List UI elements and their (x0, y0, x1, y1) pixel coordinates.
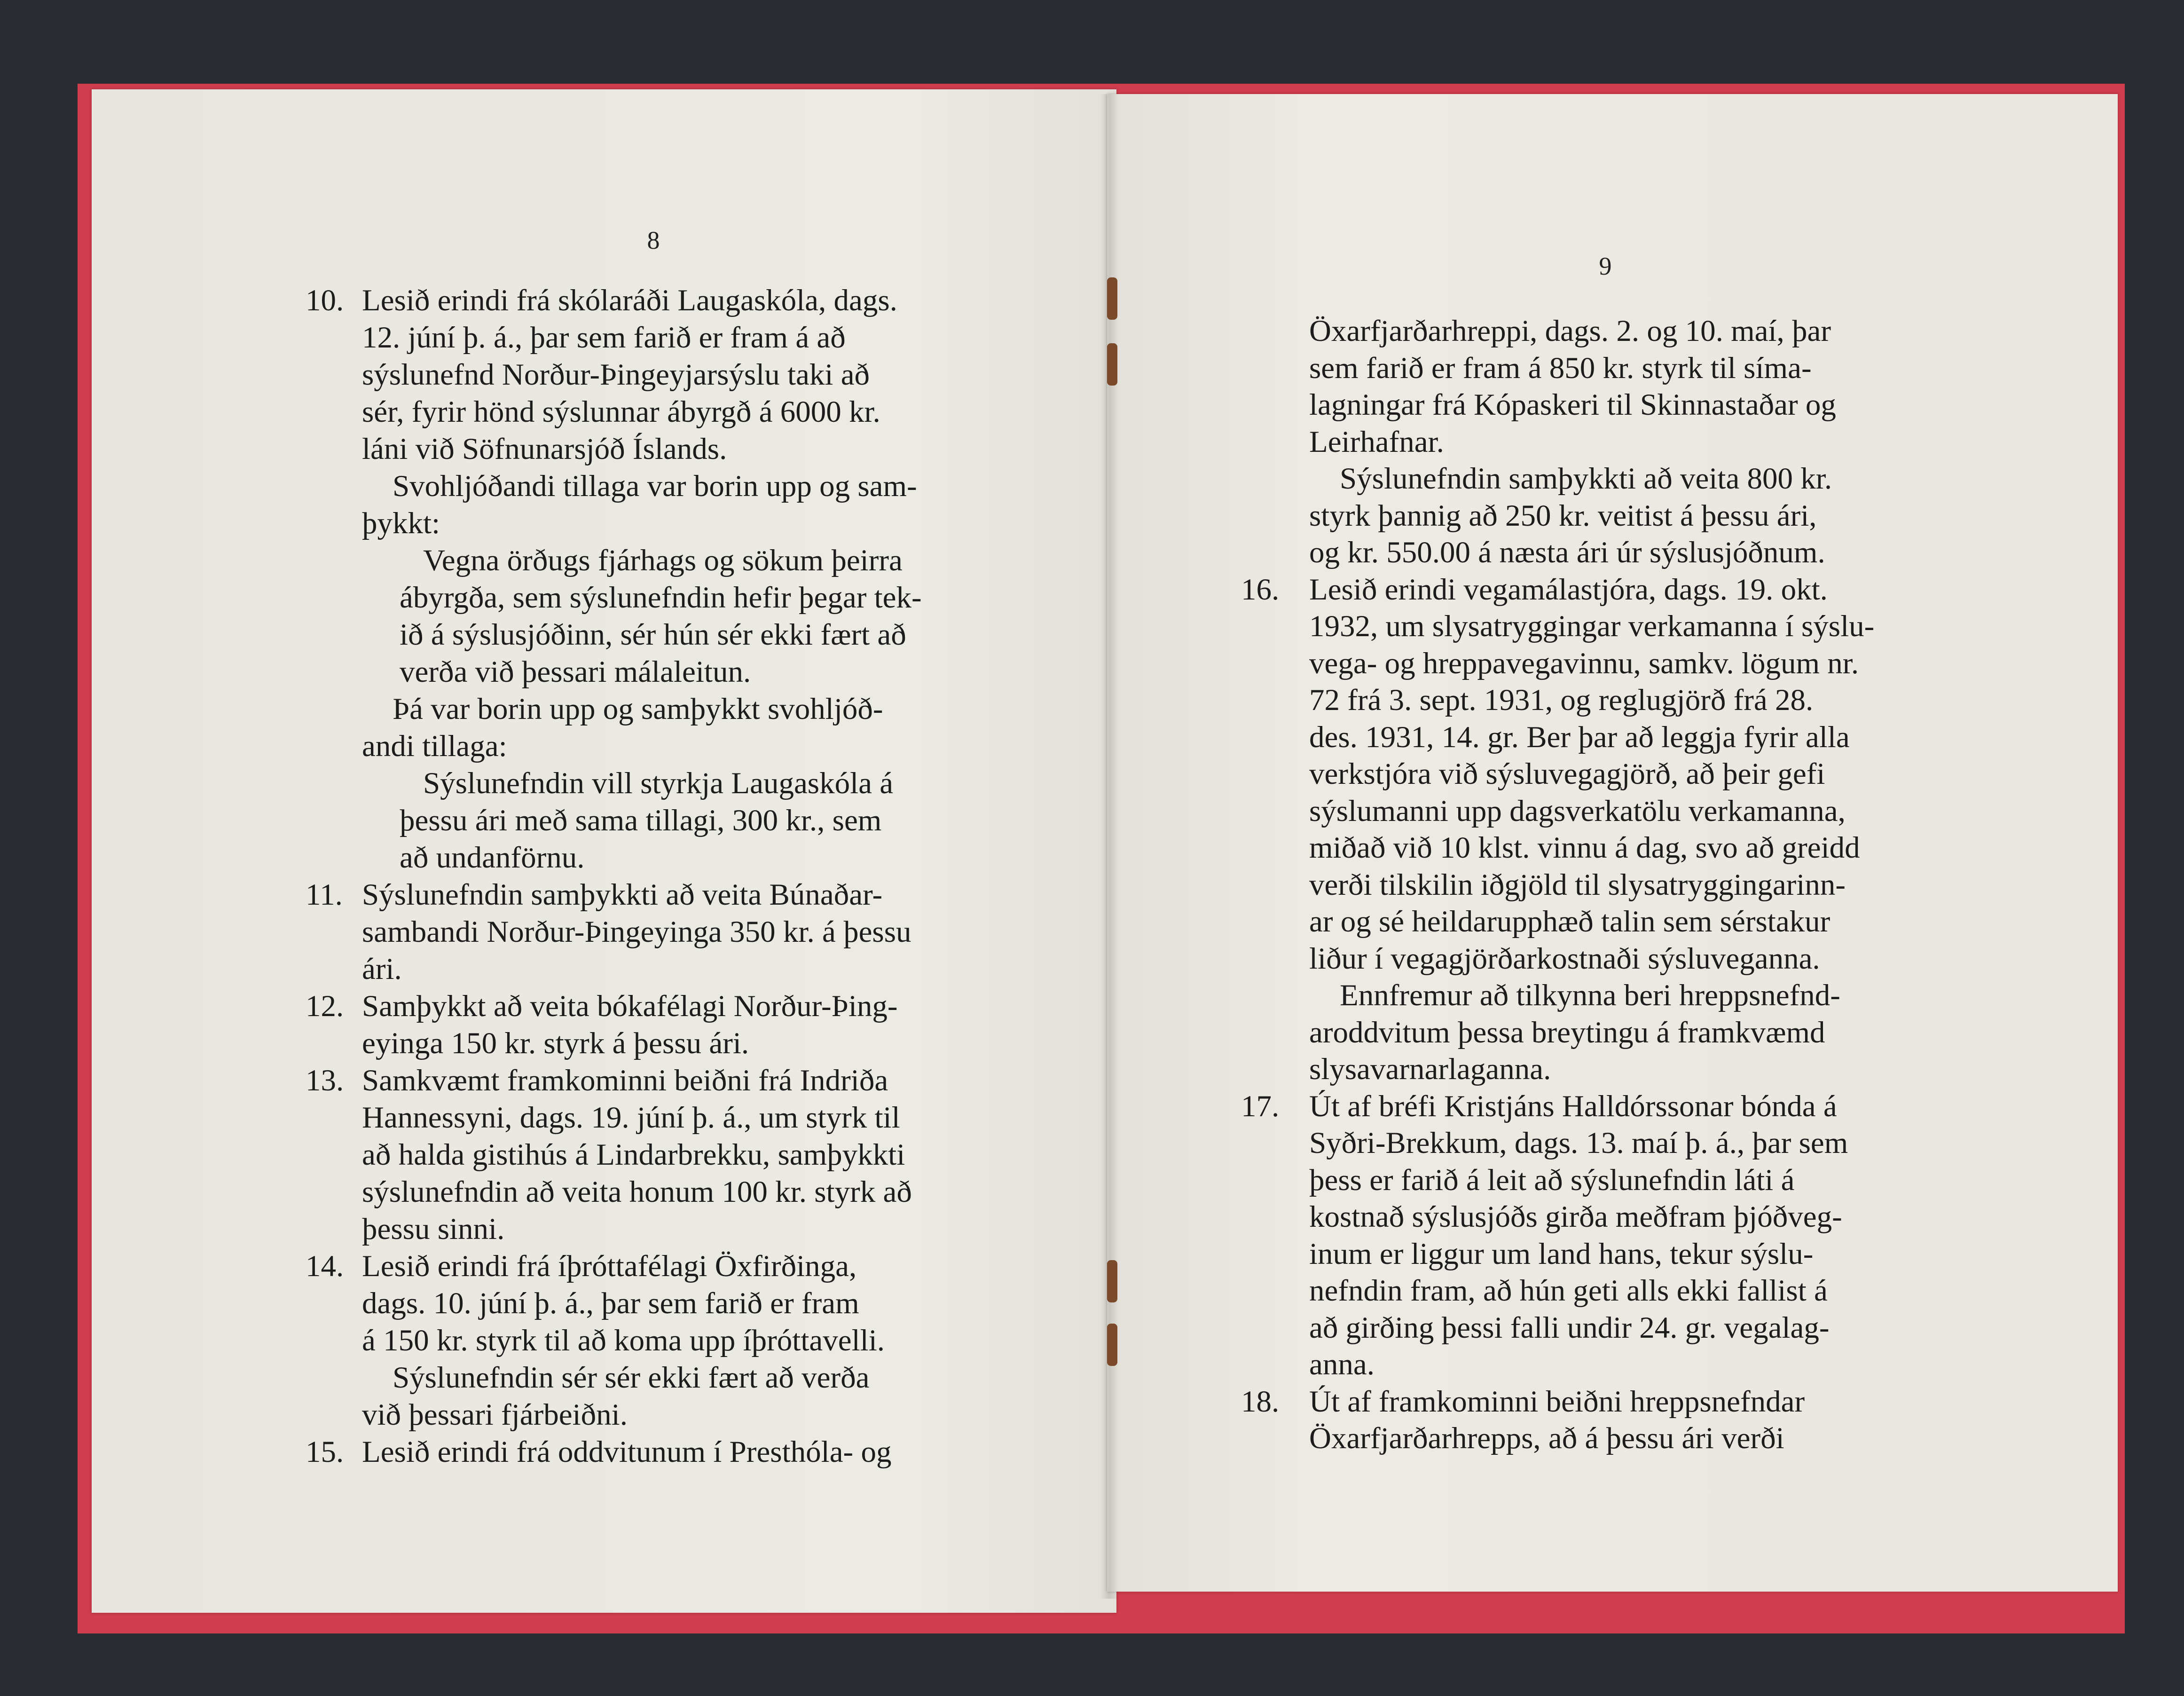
text-line: Vegna örðugs fjárhags og sökum þeirra (423, 544, 903, 577)
text-line: að undanförnu. (400, 841, 585, 875)
text-line: sem farið er fram á 850 kr. styrk til síma- (1309, 351, 1812, 385)
text-line: kostnað sýslusjóðs girða meðfram þjóðveg- (1309, 1200, 1842, 1234)
text-line: anna. (1309, 1348, 1375, 1381)
text-line: Samþykkt að veita bókafélagi Norður-Þing- (362, 989, 898, 1023)
text-line: Svohljóðandi tillaga var borin upp og sam- (393, 469, 917, 503)
text-line: lagningar frá Kópaskeri til Skinnastaðar og (1309, 388, 1836, 422)
text-line: þess er farið á leit að sýslunefndin láti á (1309, 1163, 1795, 1197)
text-line: Út af bréfi Kristjáns Halldórssonar bónda á (1309, 1089, 1837, 1123)
text-line: inum er liggur um land hans, tekur sýslu- (1309, 1237, 1814, 1271)
item-number: 16. (1241, 572, 1280, 607)
book-gutter (1100, 94, 1119, 1599)
text-line: að girðing þessi falli undir 24. gr. vegalag- (1309, 1310, 1830, 1345)
item-number: 15. (306, 1435, 344, 1469)
text-line: styrk þannig að 250 kr. veitist á þessu ári, (1309, 498, 1817, 533)
item-number: 18. (1241, 1384, 1280, 1419)
text-line: Syðri-Brekkum, dags. 13. maí þ. á., þar sem (1309, 1126, 1848, 1160)
text-line: des. 1931, 14. gr. Ber þar að leggja fyrir alla (1309, 720, 1850, 754)
right-page (1107, 94, 2118, 1592)
text-line: sýslunefndin að veita honum 100 kr. styrk að (362, 1175, 912, 1209)
text-line: sambandi Norður-Þingeyinga 350 kr. á þessu (362, 915, 911, 949)
text-line: þessu sinni. (362, 1212, 505, 1246)
item-number: 13. (306, 1064, 344, 1097)
page-number: 9 (1599, 252, 1612, 280)
text-line: eyinga 150 kr. styrk á þessu ári. (362, 1026, 749, 1060)
item-number: 12. (306, 989, 344, 1023)
text-line: sýslunefnd Norður-Þingeyjarsýslu taki að (362, 358, 870, 392)
text-line: verði tilskilin iðgjöld til slysatryggingarinn- (1309, 868, 1846, 902)
text-line: Hannessyni, dags. 19. júní þ. á., um styrk til (362, 1101, 900, 1135)
text-line: Sýslunefndin vill styrkja Laugaskóla á (423, 766, 894, 800)
text-line: 1932, um slysatryggingar verkamanna í sýslu- (1309, 609, 1875, 643)
staple (1107, 1260, 1117, 1302)
text-line: andi tillaga: (362, 729, 507, 763)
text-line: liður í vegagjörðarkostnaði sýsluveganna. (1309, 941, 1820, 976)
text-line: láni við Söfnunarsjóð Íslands. (362, 432, 727, 466)
text-line: Lesið erindi frá oddvitunum í Presthóla- og (362, 1435, 892, 1469)
text-line: dags. 10. júní þ. á., þar sem farið er fram (362, 1286, 859, 1320)
text-line: og kr. 550.00 á næsta ári úr sýslusjóðnum. (1309, 536, 1825, 569)
text-line: miðað við 10 klst. vinnu á dag, svo að greidd (1309, 831, 1860, 865)
text-line: Öxarfjarðarhreppi, dags. 2. og 10. maí, þar (1309, 314, 1831, 348)
staple (1107, 343, 1117, 386)
text-line: Sýslunefndin samþykkti að veita 800 kr. (1340, 462, 1832, 496)
text-line: Lesið erindi frá skólaráði Laugaskóla, dags. (362, 284, 897, 317)
text-line: Samkvæmt framkominni beiðni frá Indriða (362, 1064, 888, 1097)
text-line: Leirhafnar. (1309, 425, 1444, 459)
text-line: Lesið erindi frá íþróttafélagi Öxfirðinga, (362, 1249, 857, 1283)
staple (1107, 1324, 1117, 1366)
text-line: verkstjóra við sýsluvegagjörð, að þeir gefi (1309, 757, 1825, 791)
text-line: að halda gistihús á Lindarbrekku, samþykkti (362, 1138, 905, 1172)
text-line: vega- og hreppavegavinnu, samkv. lögum nr. (1309, 646, 1859, 680)
text-line: Ennfremur að tilkynna beri hreppsnefnd- (1340, 978, 1840, 1012)
text-line: sér, fyrir hönd sýslunnar ábyrgð á 6000 kr. (362, 395, 880, 429)
text-line: ári. (362, 952, 402, 986)
text-line: þykkt: (362, 506, 440, 540)
text-line: Út af framkominni beiðni hreppsnefndar (1309, 1384, 1805, 1419)
left-page (92, 89, 1116, 1613)
text-line: við þessari fjárbeiðni. (362, 1398, 628, 1432)
item-number: 14. (306, 1249, 344, 1283)
text-line: Öxarfjarðarhrepps, að á þessu ári verði (1309, 1421, 1784, 1455)
text-line: nefndin fram, að hún geti alls ekki fallist á (1309, 1274, 1828, 1308)
text-line: Sýslunefndin samþykkti að veita Búnaðar- (362, 878, 883, 912)
text-line: aroddvitum þessa breytingu á framkvæmd (1309, 1015, 1825, 1049)
text-line: Þá var borin upp og samþykkt svohljóð- (393, 692, 883, 726)
text-line: þessu ári með sama tillagi, 300 kr., sem (400, 804, 882, 837)
text-line: Sýslunefndin sér sér ekki fært að verða (393, 1361, 870, 1395)
text-line: 12. júní þ. á., þar sem farið er fram á að (362, 321, 846, 355)
text-line: á 150 kr. styrk til að koma upp íþróttavelli. (362, 1324, 885, 1357)
text-line: ábyrgða, sem sýslunefndin hefir þegar tek- (400, 581, 922, 615)
text-line: verða við þessari málaleitun. (400, 655, 751, 689)
text-line: Lesið erindi vegamálastjóra, dags. 19. okt. (1309, 572, 1828, 607)
text-line: slysavarnarlaganna. (1309, 1052, 1551, 1086)
item-number: 10. (306, 284, 344, 317)
staple (1107, 277, 1117, 320)
text-line: ið á sýslusjóðinn, sér hún sér ekki fært að (400, 618, 906, 652)
text-line: sýslumanni upp dagsverkatölu verkamanna, (1309, 794, 1846, 828)
page-number: 8 (647, 226, 660, 254)
item-number: 11. (306, 878, 343, 912)
item-number: 17. (1241, 1089, 1280, 1123)
text-line: 72 frá 3. sept. 1931, og reglugjörð frá 28. (1309, 683, 1814, 717)
text-line: ar og sé heildarupphæð talin sem sérstakur (1309, 905, 1830, 939)
